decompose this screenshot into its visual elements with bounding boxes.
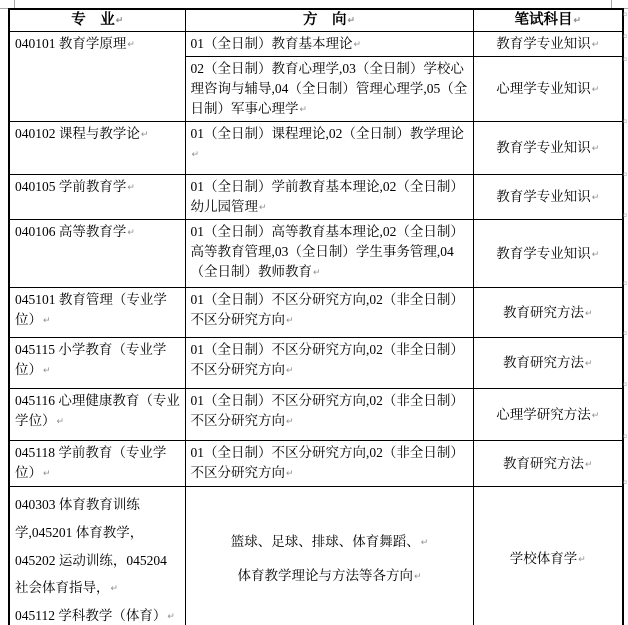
direction-text: 01（全日制）教育基本理论 [190, 36, 353, 52]
exam-text: 教育研究方法 [502, 304, 584, 320]
direction-text: 01（全日制）学前教育基本理论,02（全日制）幼儿园管理 [190, 179, 464, 215]
row-end-mark: ¤ [623, 212, 627, 220]
cell-exam[interactable] [473, 487, 623, 625]
cell-major[interactable] [9, 288, 185, 338]
exam-text: 教育学专业知识 [496, 245, 591, 261]
col-header-major[interactable] [9, 9, 185, 32]
table-row [9, 487, 623, 625]
cell-end-mark: ↵ [584, 358, 593, 369]
cell-end-mark: ↵ [127, 39, 135, 50]
cell-end-mark: ↵ [584, 458, 593, 469]
cell-major[interactable] [9, 338, 185, 389]
col-header-direction-label: 方 向 [302, 12, 347, 28]
cell-end-mark: ↵ [578, 554, 586, 565]
major-text: 045118 学前教育（专业学位） [15, 445, 167, 481]
cell-end-mark: ↵ [127, 182, 135, 193]
cell-end-mark: ↵ [420, 537, 429, 548]
cell-major[interactable] [9, 220, 185, 288]
exam-text: 教育研究方法 [502, 355, 584, 371]
cell-end-mark: ↵ [286, 416, 294, 427]
cell-end-mark: ↵ [259, 202, 267, 213]
cell-exam[interactable] [473, 32, 623, 57]
exam-text: 心理学专业知识 [496, 81, 591, 97]
row-end-mark: ¤ [623, 280, 627, 288]
direction-text: 01（全日制）高等教育基本理论,02（全日制）高等教育管理,03（全日制）学生事务管理,04（全日制）教师教育 [190, 224, 464, 280]
direction-text: 01（全日制）不区分研究方向,02（非全日制）不区分研究方向 [190, 393, 464, 429]
cell-end-mark: ↵ [56, 416, 65, 427]
cell-exam[interactable] [473, 122, 623, 175]
cell-direction[interactable] [185, 57, 473, 122]
cell-direction[interactable] [185, 338, 473, 389]
cell-end-mark: ↵ [191, 149, 200, 160]
row-end-mark: ¤ [623, 479, 627, 487]
exam-text: 教育学专业知识 [496, 36, 591, 52]
cell-end-mark: ↵ [286, 315, 294, 326]
cell-direction[interactable] [185, 175, 473, 220]
cell-direction[interactable] [185, 220, 473, 288]
cell-end-mark: ↵ [313, 267, 321, 278]
cell-end-mark: ↵ [127, 227, 135, 238]
cell-major[interactable] [9, 441, 185, 487]
cell-end-mark: ↵ [591, 39, 600, 50]
direction-text: 体育教学理论与方法等各方向 [237, 568, 413, 584]
major-text: 040106 高等教育学 [15, 224, 127, 240]
table-row [9, 122, 623, 175]
cell-end-mark: ↵ [347, 15, 356, 25]
cell-end-mark: ↵ [591, 84, 600, 95]
major-text: 040101 教育学原理 [15, 36, 127, 52]
cell-end-mark: ↵ [110, 583, 119, 594]
cell-end-mark: ↵ [43, 315, 51, 326]
cell-major[interactable] [9, 32, 185, 122]
cell-exam[interactable] [473, 220, 623, 288]
table-row [9, 338, 623, 389]
row-end-mark: ¤ [623, 56, 627, 64]
cell-end-mark: ↵ [115, 15, 124, 25]
table-row [9, 32, 623, 57]
row-end-mark: ¤ [623, 33, 627, 41]
direction-text: 篮球、足球、排球、体育舞蹈、 [230, 534, 420, 550]
cell-end-mark: ↵ [591, 192, 600, 203]
cell-end-mark: ↵ [413, 571, 422, 582]
exam-text: 教育学专业知识 [496, 189, 591, 205]
cell-exam[interactable] [473, 389, 623, 441]
table-row [9, 288, 623, 338]
exam-text: 学校体育学 [509, 551, 578, 567]
major-text: 045115 小学教育（专业学位） [15, 342, 167, 378]
row-end-mark: ¤ [623, 171, 627, 179]
major-text: 040303 体育教育训练学,045201 体育教学，045202 运动训练，045204 社会体育指导， [15, 497, 167, 596]
col-header-major-label: 专 业 [71, 12, 115, 28]
admissions-table [8, 8, 624, 625]
exam-text: 教育研究方法 [502, 455, 584, 471]
cell-direction[interactable] [185, 487, 473, 625]
cell-end-mark: ↵ [591, 248, 600, 259]
row-end-mark: ¤ [623, 118, 627, 126]
cell-end-mark: ↵ [573, 15, 582, 25]
direction-text: 01（全日制）不区分研究方向,02（非全日制）不区分研究方向 [190, 445, 464, 481]
col-header-direction[interactable] [185, 9, 473, 32]
cell-end-mark: ↵ [286, 365, 294, 376]
header-row [9, 9, 623, 32]
cell-major[interactable] [9, 122, 185, 175]
row-end-mark: ¤ [623, 433, 627, 441]
major-text: 045116 心理健康教育（专业学位） [15, 393, 180, 429]
cell-end-mark: ↵ [43, 468, 51, 479]
cell-direction[interactable] [185, 288, 473, 338]
exam-text: 心理学研究方法 [496, 406, 591, 422]
cell-end-mark: ↵ [286, 468, 294, 479]
table-row [9, 389, 623, 441]
cell-end-mark: ↵ [584, 307, 593, 318]
major-text: 040102 课程与教学论 [15, 126, 140, 142]
col-header-exam[interactable] [473, 9, 623, 32]
cell-direction[interactable] [185, 32, 473, 57]
cell-direction[interactable] [185, 122, 473, 175]
direction-text: 02（全日制）教育心理学,03（全日制）学校心理咨询与辅导,04（全日制）管理心理学,05（全日制）军事心理学 [190, 61, 468, 117]
table-row [9, 220, 623, 288]
direction-text: 01（全日制）不区分研究方向,02（非全日制）不区分研究方向 [190, 342, 464, 378]
cell-end-mark: ↵ [353, 39, 362, 50]
cell-major[interactable] [9, 389, 185, 441]
cell-exam[interactable] [473, 288, 623, 338]
cell-major[interactable] [9, 487, 185, 625]
cell-major[interactable] [9, 175, 185, 220]
cell-end-mark: ↵ [591, 409, 600, 420]
table-row [9, 175, 623, 220]
cell-end-mark: ↵ [140, 129, 149, 140]
cell-exam[interactable] [473, 175, 623, 220]
exam-text: 教育学专业知识 [496, 140, 591, 156]
direction-text: 01（全日制）课程理论,02（全日制）教学理论 [190, 126, 464, 142]
cell-direction[interactable] [185, 441, 473, 487]
major-text: 040105 学前教育学 [15, 179, 127, 195]
row-end-mark: ¤ [623, 11, 627, 19]
cell-end-mark: ↵ [43, 365, 51, 376]
major-text: 045112 学科教学（体育） [15, 607, 167, 623]
cell-exam[interactable] [473, 338, 623, 389]
major-text: 045101 教育管理（专业学位） [15, 292, 167, 328]
cell-end-mark: ↵ [299, 104, 308, 115]
direction-text: 01（全日制）不区分研究方向,02（非全日制）不区分研究方向 [190, 292, 464, 328]
cell-end-mark: ↵ [591, 143, 600, 154]
table-row [9, 441, 623, 487]
row-end-mark: ¤ [623, 381, 627, 389]
cell-exam[interactable] [473, 441, 623, 487]
row-end-mark: ¤ [623, 330, 627, 338]
cell-direction[interactable] [185, 389, 473, 441]
col-header-exam-label: 笔试科目 [514, 12, 573, 28]
cell-end-mark: ↵ [167, 610, 175, 621]
cell-exam[interactable] [473, 57, 623, 122]
